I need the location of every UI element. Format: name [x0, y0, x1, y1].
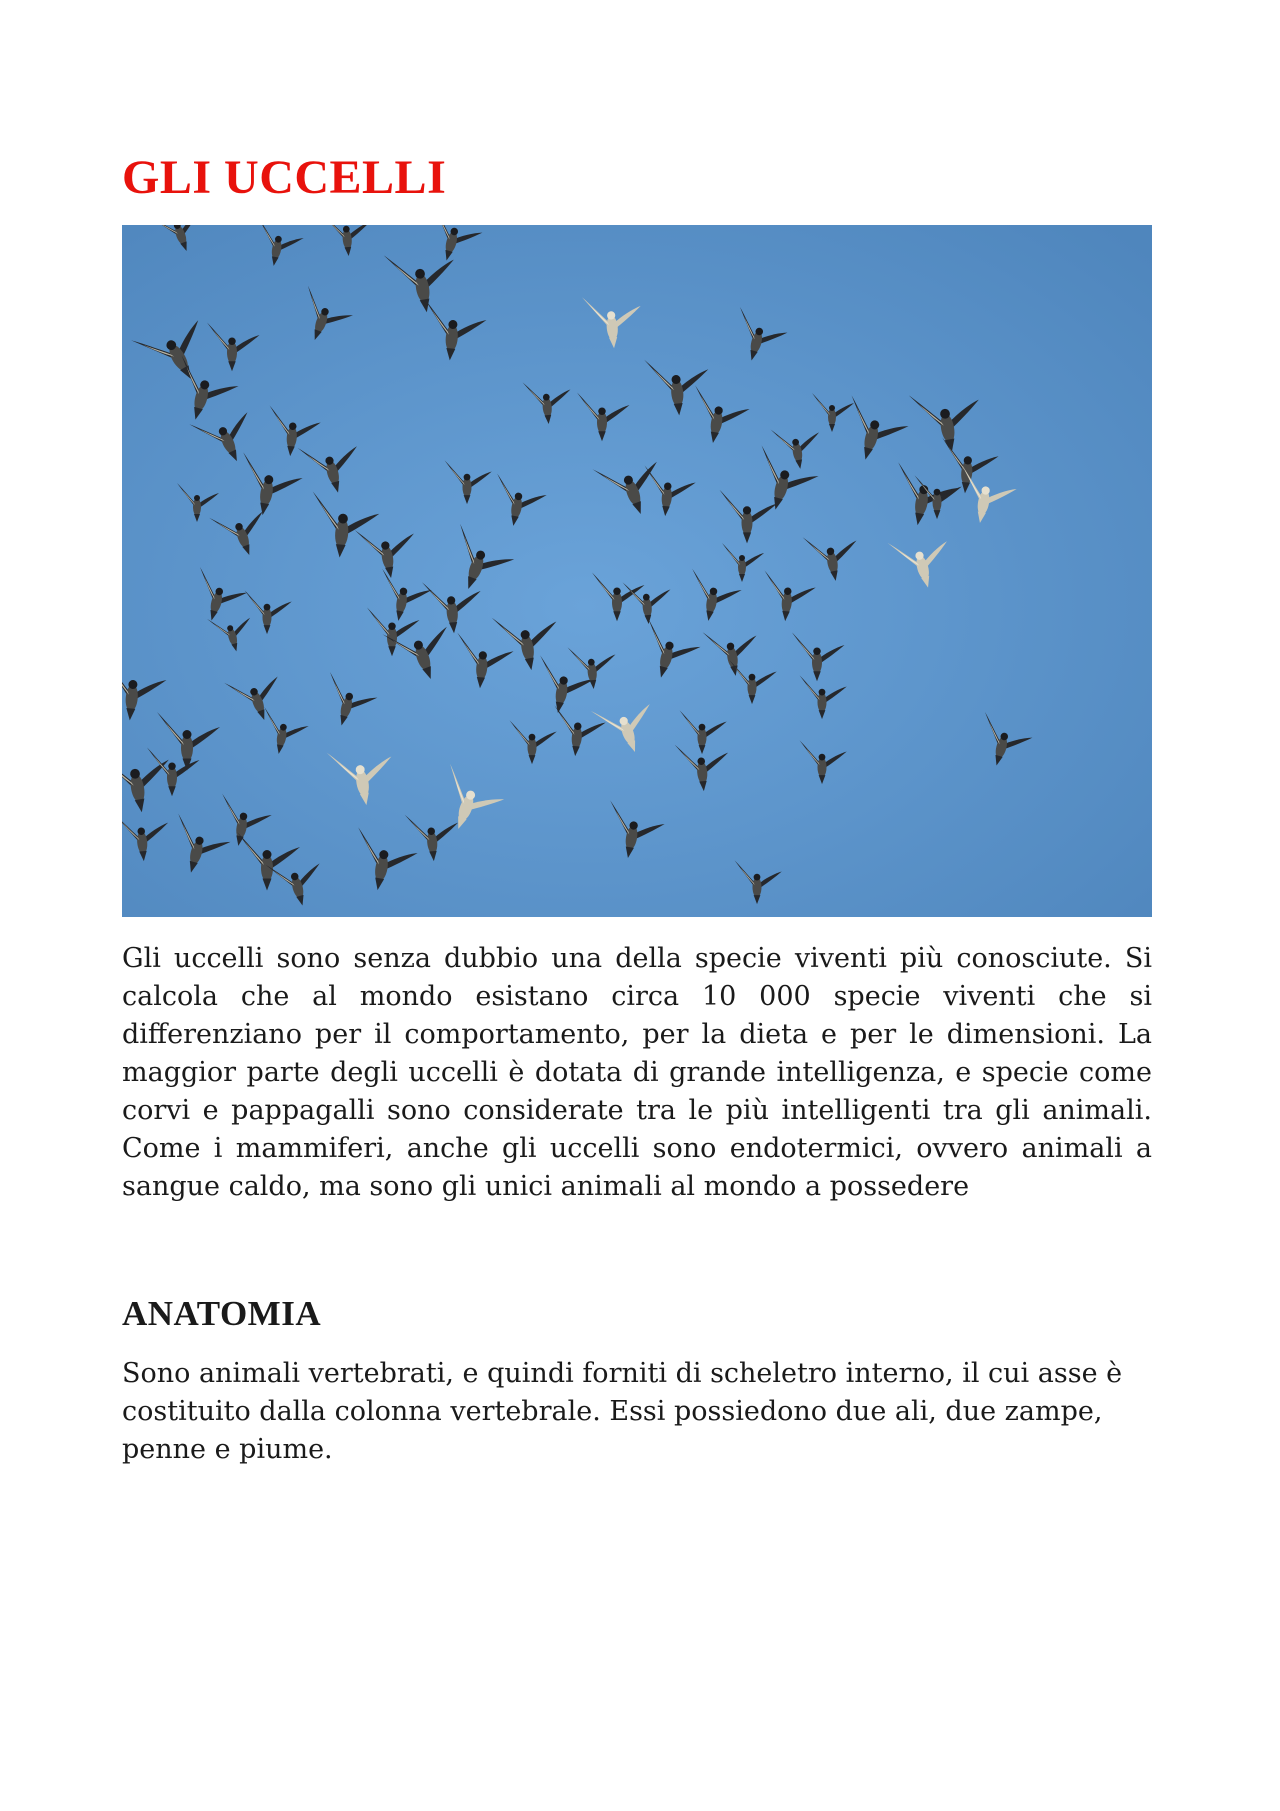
intro-paragraph: Gli uccelli sono senza dubbio una della specie viventi più conosciute. Si calcola che al mondo esistano circa 10 000 specie viventi che si differenziano per il comportamento, per la dieta e per le dimensioni. La maggior parte degli uccelli è dotata di grande intelligenza, e specie come corvi e pappagalli sono considerate tra le più intelligenti tra gli animali. Come i mammiferi, anche gli uccelli sono endotermici, ovvero animali a sangue caldo, ma sono gli unici animali al mondo a possedere [122, 943, 1152, 1202]
sky-background [122, 225, 1152, 917]
intro-paragraph-clip [122, 940, 1152, 1234]
birds-photo [122, 225, 1152, 917]
page-title: GLI UCCELLI [122, 151, 447, 204]
anatomia-section [122, 1355, 1167, 1469]
section-heading-anatomia: ANATOMIA [122, 1294, 322, 1333]
flock-of-pigeons-icon [122, 225, 1152, 917]
anatomia-paragraph: Sono animali vertebrati, e quindi forniti di scheletro interno, il cui asse è costituito dalla colonna vertebrale. Essi possiedono due ali, due zampe, penne e piume. [122, 1358, 1123, 1465]
